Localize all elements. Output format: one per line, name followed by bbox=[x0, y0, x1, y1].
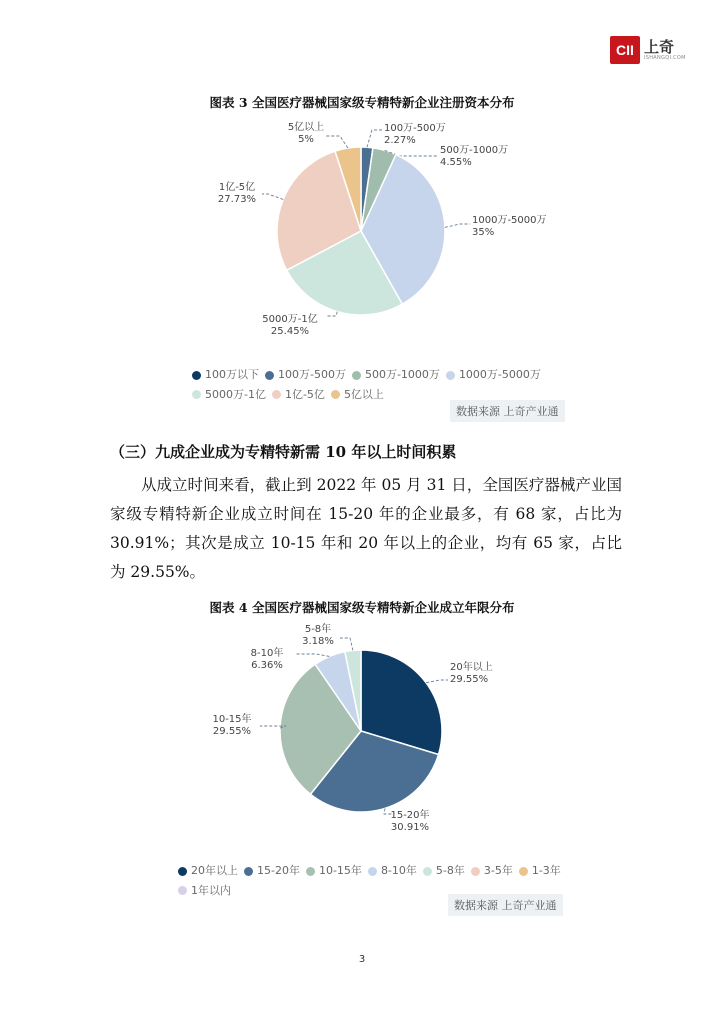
slice-value-label-2: 4.55% bbox=[440, 157, 472, 168]
legend-label-0: 20年以上 bbox=[191, 864, 238, 877]
slice-value-label-3: 35% bbox=[472, 227, 495, 238]
legend-swatch-3 bbox=[446, 371, 455, 380]
legend-swatch-2 bbox=[352, 371, 361, 380]
chart4-pie bbox=[0, 616, 724, 840]
leader-line-5 bbox=[262, 194, 283, 199]
leader-line-3 bbox=[445, 224, 470, 227]
legend-label-4: 5-8年 bbox=[435, 864, 465, 877]
legend-swatch-0 bbox=[178, 867, 187, 876]
legend-label-3: 1000万-5000万 bbox=[458, 368, 541, 381]
slice-category-label-3: 8-10年 bbox=[250, 648, 284, 659]
logo-text bbox=[644, 39, 686, 61]
legend-swatch-4 bbox=[192, 390, 201, 399]
legend-item-2 bbox=[352, 366, 440, 384]
chart3-title: 图表 3 全国医疗器械国家级专精特新企业注册资本分布 bbox=[209, 95, 515, 110]
section-heading: （三）九成企业成为专精特新需 10 年以上时间积累 bbox=[110, 443, 457, 461]
legend-label-1: 100万-500万 bbox=[278, 368, 346, 381]
slice-category-label-4: 5-8年 bbox=[304, 624, 332, 635]
legend-item-5 bbox=[272, 386, 325, 404]
legend-label-0: 100万以下 bbox=[205, 368, 259, 381]
legend-item-6 bbox=[519, 862, 561, 880]
legend-item-2 bbox=[306, 862, 362, 880]
legend-item-3 bbox=[446, 366, 541, 384]
legend-swatch-0 bbox=[192, 371, 201, 380]
leader-line-2 bbox=[260, 726, 286, 728]
legend-swatch-3 bbox=[368, 867, 377, 876]
legend-swatch-6 bbox=[519, 867, 528, 876]
legend-item-0 bbox=[178, 862, 238, 880]
chart3-source: 数据来源 上奇产业通 bbox=[450, 400, 565, 422]
leader-line-6 bbox=[326, 136, 348, 148]
slice-category-label-5: 1亿-5亿 bbox=[218, 182, 256, 193]
legend-label-6: 5亿以上 bbox=[343, 387, 384, 401]
legend-swatch-6 bbox=[331, 390, 340, 399]
slice-value-label-3: 6.36% bbox=[251, 660, 283, 671]
logo-sub: ISHANGQI.COM bbox=[644, 55, 686, 61]
chart3-pie bbox=[0, 112, 724, 362]
legend-label-5: 1亿-5亿 bbox=[284, 387, 325, 401]
legend-label-2: 10-15年 bbox=[318, 864, 362, 877]
legend-item-3 bbox=[368, 862, 417, 880]
legend-label-5: 3-5年 bbox=[483, 864, 513, 877]
legend-swatch-7 bbox=[178, 886, 187, 895]
slice-value-label-0: 29.55% bbox=[450, 674, 489, 685]
legend-item-4 bbox=[192, 386, 266, 404]
leader-line-4 bbox=[326, 312, 337, 316]
slice-category-label-2: 10-15年 bbox=[212, 714, 252, 725]
legend-item-5 bbox=[471, 862, 513, 880]
chart4-source: 数据来源 上奇产业通 bbox=[448, 894, 563, 916]
slice-category-label-4: 5000万-1亿 bbox=[262, 314, 318, 325]
legend-label-6: 1-3年 bbox=[531, 864, 561, 877]
slice-category-label-6: 5亿以上 bbox=[287, 122, 325, 133]
legend-swatch-1 bbox=[244, 867, 253, 876]
leader-line-4 bbox=[340, 638, 353, 650]
legend-swatch-1 bbox=[265, 371, 274, 380]
legend-label-1: 15-20年 bbox=[257, 864, 300, 877]
slice-value-label-2: 29.55% bbox=[212, 726, 252, 737]
legend-item-7 bbox=[178, 882, 231, 900]
legend-swatch-5 bbox=[272, 390, 281, 399]
logo-mark: CII bbox=[610, 36, 640, 64]
slice-category-label-3: 1000万-5000万 bbox=[472, 215, 547, 226]
slice-category-label-1: 100万-500万 bbox=[384, 123, 446, 134]
logo-name: 上奇 bbox=[644, 38, 675, 56]
body-paragraph: 从成立时间来看，截止到 2022 年 05 月 31 日，全国医疗器械产业国家级专精特新企业成立时间在 15-20 年的企业最多，有 68 家，占比为 30.91%；其次是成立 10-15 年和 20 年以上的企业，均有 65 家，占比为 29.55%。 bbox=[110, 476, 622, 581]
chart4-title: 图表 4 全国医疗器械国家级专精特新企业成立年限分布 bbox=[209, 600, 515, 615]
legend-item-1 bbox=[244, 862, 300, 880]
slice-category-label-0: 20年以上 bbox=[450, 662, 493, 673]
legend-item-4 bbox=[423, 862, 465, 880]
legend-label-7: 1年以内 bbox=[191, 883, 231, 897]
legend-label-2: 500万-1000万 bbox=[364, 368, 440, 381]
legend-label-3: 8-10年 bbox=[380, 864, 417, 877]
leader-line-1 bbox=[367, 130, 382, 147]
slice-category-label-1: 15-20年 bbox=[390, 810, 430, 821]
slice-value-label-4: 25.45% bbox=[270, 326, 310, 337]
legend-item-0 bbox=[192, 366, 259, 384]
legend-swatch-5 bbox=[471, 867, 480, 876]
slice-value-label-5: 27.73% bbox=[217, 194, 257, 205]
leader-line-0 bbox=[426, 680, 448, 683]
legend-item-6 bbox=[331, 386, 384, 404]
slice-value-label-4: 3.18% bbox=[302, 636, 334, 647]
brand-logo bbox=[610, 36, 686, 64]
slice-category-label-2: 500万-1000万 bbox=[440, 145, 509, 156]
slice-value-label-1: 30.91% bbox=[390, 822, 430, 833]
legend-label-4: 5000万-1亿 bbox=[205, 387, 266, 401]
slice-value-label-6: 5% bbox=[298, 134, 314, 145]
leader-line-3 bbox=[296, 654, 329, 656]
slice-value-label-1: 2.27% bbox=[384, 135, 416, 146]
page-number: 3 bbox=[358, 954, 366, 965]
legend-swatch-4 bbox=[423, 867, 432, 876]
legend-item-1 bbox=[265, 366, 346, 384]
legend-swatch-2 bbox=[306, 867, 315, 876]
